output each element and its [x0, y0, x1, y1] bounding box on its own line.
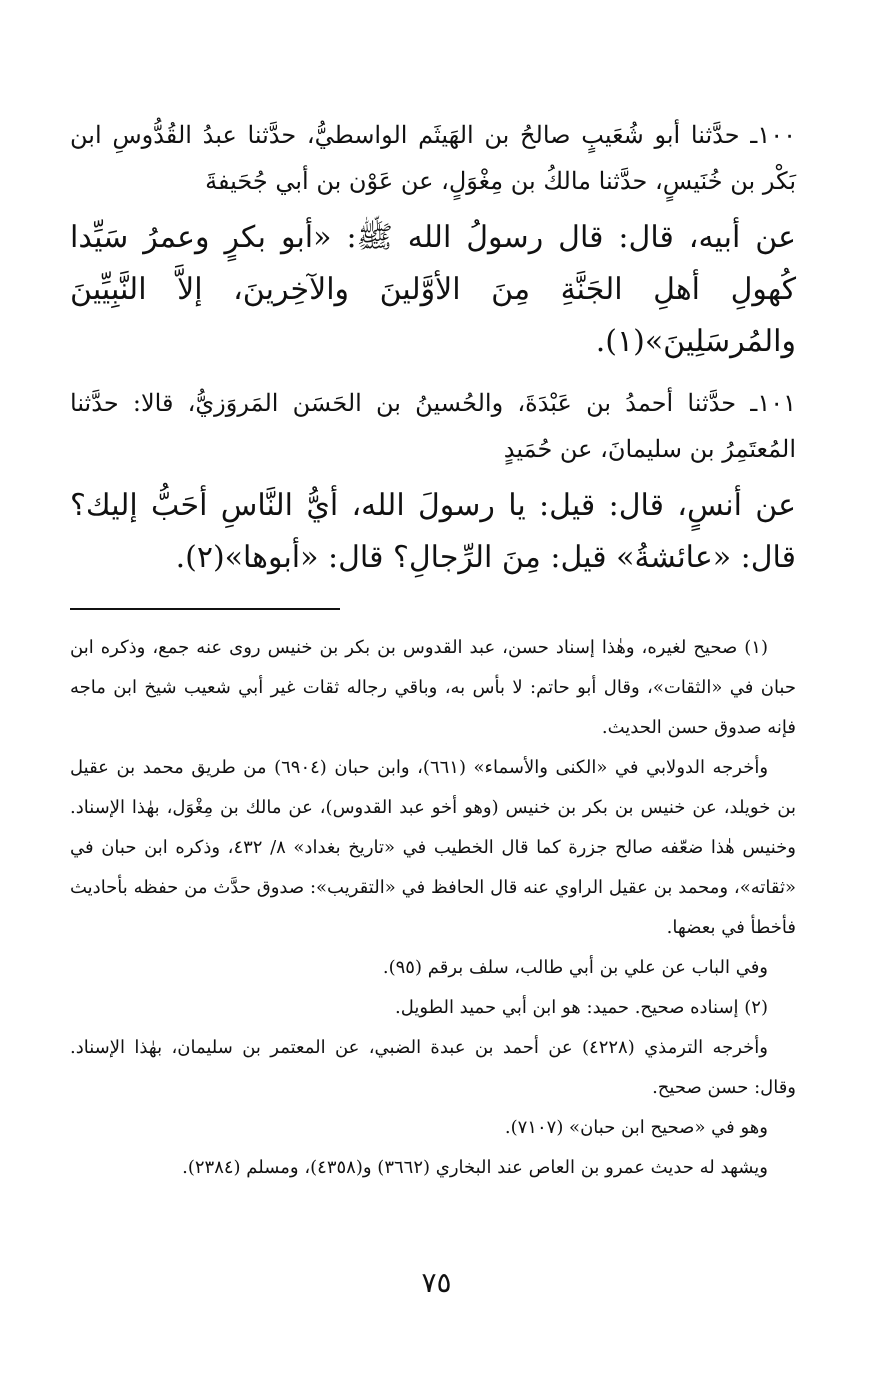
footnotes: [70, 628, 796, 1188]
hadith-101-isnad: ١٠١ـ حدَّثنا أحمدُ بن عَبْدَةَ، والحُسينُ بن الحَسَن المَروَزيُّ، قالا: حدَّثنا المُعتَمِرُ بن سليمانَ، عن حُمَيدٍ: [70, 389, 796, 463]
footnote-1-bab: وفي الباب عن علي بن أبي طالب، سلف برقم (٩٥).: [382, 957, 768, 978]
footnote-2-takhrij: وأخرجه الترمذي (٤٢٢٨) عن أحمد بن عبدة الضبي، عن المعتمر بن سليمان، بهٰذا الإسناد. وقال: حسن صحيح.: [70, 1037, 796, 1098]
footnote-1-takhrij: وأخرجه الدولابي في «الكنى والأسماء» (٦٦١)، وابن حبان (٦٩٠٤) من طريق محمد بن عقيل بن خويلد، عن خنيس بن بكر بن خنيس (وهو أخو عبد القدوس)، عن مالك بن مِغْوَل، بهٰذا الإسناد. وخنيس هٰذا ضعّفه صالح جزرة كما قال الخطيب في «تاريخ بغداد» ٨/ ٤٣٢، وذكره ابن حبان في «ثقاته»، ومحمد بن عقيل الراوي عنه قال الحافظ في «التقريب»: صدوق حدَّث من حفظه بأحاديث فأخطأ في بعضها.: [70, 757, 796, 938]
footnote-2-shahid: ويشهد له حديث عمرو بن العاص عند البخاري (٣٦٦٢) و(٤٣٥٨)، ومسلم (٢٣٨٤).: [182, 1157, 768, 1178]
footnote-separator: [70, 608, 340, 610]
footnote-2-ibn-hibban: وهو في «صحيح ابن حبان» (٧١٠٧).: [504, 1117, 768, 1138]
footnote-2: (٢) إسناده صحيح. حميد: هو ابن أبي حميد الطويل.: [395, 997, 768, 1018]
hadith-100-isnad: ١٠٠ـ حدَّثنا أبو شُعَيبٍ صالحُ بن الهَيثَم الواسطيُّ، حدَّثنا عبدُ القُدُّوسِ ابن بَكْر بن خُنَيسٍ، حدَّثنا مالكُ بن مِغْوَلٍ، عن عَوْن بن أبي جُحَيفةَ: [70, 121, 796, 195]
footnote-1: (١) صحيح لغيره، وهٰذا إسناد حسن، عبد القدوس بن بكر بن خنيس روى عنه جمع، وذكره ابن حبان في «الثقات»، وقال أبو حاتم: لا بأس به، وباقي رجاله ثقات غير أبي شعيب شيخ ابن ماجه فإنه صدوق حسن الحديث.: [70, 637, 796, 738]
page-body: [70, 100, 796, 1188]
hadith-101-matn: عن أنسٍ، قال: قيل: يا رسولَ الله، أيُّ النَّاسِ أحَبُّ إليك؟ قال: «عائشةُ» قيل: مِنَ الرِّجالِ؟ قال: «أبوها»(٢).: [70, 488, 796, 575]
page-number: ٧٥: [421, 1266, 452, 1299]
hadith-100-matn: عن أبيه، قال: قال رسولُ الله ﷺ: «أبو بكرٍ وعمرُ سَيِّدا كُهولِ أهلِ الجَنَّةِ مِنَ الأوَّلينَ والآخِرينَ، إلاَّ النَّبِيِّينَ والمُرسَلِينَ»(١).: [70, 220, 796, 359]
